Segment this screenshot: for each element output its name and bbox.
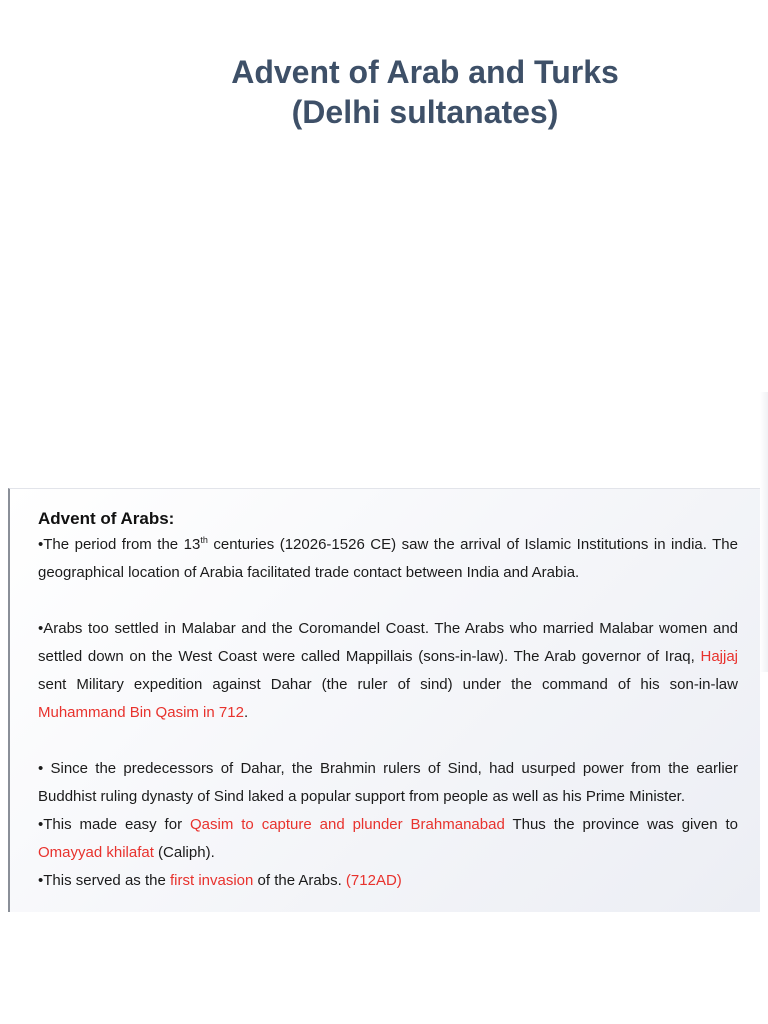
p5-text-b: of the Arabs. — [253, 872, 346, 889]
p2-text-b: sent Military expedition against Dahar (the ruler of sind) under the command of his son-in-law — [38, 676, 738, 693]
p1-text-a: •The period from the 13 — [38, 536, 201, 553]
page-edge-shadow — [760, 392, 768, 672]
p4-text-c: (Caliph). — [153, 844, 215, 861]
highlight-qasim-712: Muhammand Bin Qasim in 712 — [38, 704, 244, 721]
p1-superscript: th — [200, 535, 208, 545]
p4-text-b: Thus the province was given to — [504, 816, 738, 833]
highlight-capture-brahmanabad: Qasim to capture and plunder Brahmanabad — [190, 816, 505, 833]
p2-text-c: . — [243, 704, 249, 721]
slide-content — [38, 507, 738, 895]
p1-text-b: centuries (12026-1526 CE) saw the arrival of Islamic Institutions in india. The geographical location of Arabia facilitated trade contact between India and Arabia. — [38, 536, 738, 581]
paragraph-period — [38, 531, 738, 587]
paragraph-predecessors — [38, 755, 738, 811]
title-line-2: (Delhi sultanates) — [291, 94, 559, 130]
p4-text-a: •This made easy for — [38, 816, 190, 833]
highlight-first-invasion: first invasion — [169, 872, 254, 889]
p5-text-a: •This served as the — [38, 872, 170, 889]
p3-text: • Since the predecessors of Dahar, the Brahmin rulers of Sind, had usurped power from the earlier Buddhist ruling dynasty of Sind laked a popular support from people as well as his Prime Minister. — [38, 760, 738, 805]
highlight-712ad: (712AD) — [345, 872, 402, 889]
p2-text-a: •Arabs too settled in Malabar and the Coromandel Coast. The Arabs who married Malabar women and settled down on the West Coast were called Mappillais (sons-in-law). The Arab governor of Iraq, — [38, 620, 738, 665]
highlight-omayyad-khilafat: Omayyad khilafat — [38, 844, 154, 861]
slide-heading: Advent of Arabs: — [38, 509, 175, 528]
title-line-1: Advent of Arab and Turks — [231, 54, 619, 90]
highlight-hajjaj: Hajjaj — [700, 648, 738, 665]
paragraph-first-invasion — [38, 867, 738, 895]
slide-image — [8, 488, 760, 912]
spacer — [38, 587, 738, 615]
spacer — [38, 727, 738, 755]
page-title — [190, 52, 660, 132]
paragraph-capture — [38, 811, 738, 867]
paragraph-arabs-settled — [38, 615, 738, 727]
